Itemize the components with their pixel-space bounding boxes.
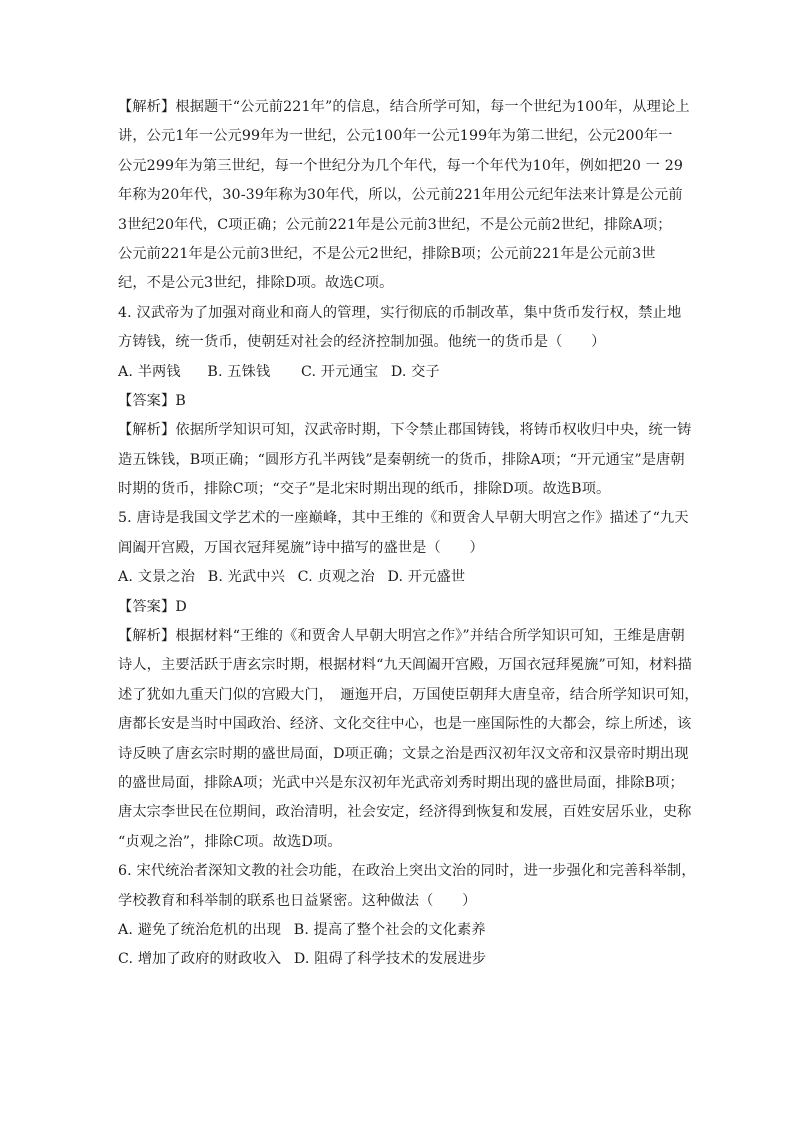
options-row — [118, 921, 688, 939]
question-stem-line: 阊阖开宫殿，万国衣冠拜冕旒”诗中描写的盛世是（ ） — [118, 539, 484, 556]
option-b: B. 光武中兴 — [207, 569, 285, 586]
options-row — [118, 568, 688, 586]
question-stem-line: 学校教育和科举制的联系也日益紧密。这种做法（ ） — [118, 892, 477, 909]
option-c: C. 贞观之治 — [297, 569, 375, 586]
option-b: B. 提高了整个社会的文化素养 — [293, 921, 486, 938]
option-d: D. 交子 — [390, 363, 440, 380]
document-page — [118, 98, 699, 980]
text-line: 讲，公元1年一公元99年为一世纪，公元100年一公元199年为第二世纪，公元200年一 — [118, 128, 673, 145]
question-4 — [118, 304, 688, 381]
question-stem-line: 6. 宋代统治者深知文教的社会功能，在政治上突出文治的同时，进一步强化和完善科举制， — [118, 863, 696, 880]
option-a: A. 半两钱 — [118, 363, 181, 380]
option-a: A. 文景之治 — [118, 569, 196, 586]
question-stem-line: 方铸钱，统一货币，使朝廷对社会的经济控制加强。他统一的货币是（ ） — [118, 334, 606, 351]
option-c: C. 增加了政府的财政收入 — [118, 951, 282, 968]
analysis-block — [118, 98, 688, 292]
option-c: C. 开元通宝 — [301, 363, 379, 380]
text-line: 【解析】根据材料“王维的《和贾舍人早朝大明宫之作》”并结合所学知识可知，王维是唐朝 — [118, 628, 685, 645]
question-stem-line: 4. 汉武帝为了加强对商业和商人的管理，实行彻底的币制改革，集中货币发行权，禁止地 — [118, 304, 682, 321]
text-line: 3世纪20年代，C项正确；公元前221年是公元前3世纪，不是公元前2世纪，排除A项； — [118, 216, 672, 233]
text-line: 年称为20年代，30-39年称为30年代，所以，公元前221年用公元纪年法来计算是公元前 — [118, 187, 683, 204]
text-line: 述了犹如九重天门似的宫殿大门， 逦迤开启，万国使臣朝拜大唐皇帝，结合所学知识可知， — [118, 686, 699, 703]
answer-line: 【答案】B — [118, 392, 186, 409]
text-line: 【解析】根据题干“公元前221年”的信息，结合所学可知，每一个世纪为100年，从理论上 — [118, 99, 690, 115]
text-line: 公元前221年是公元前3世纪，不是公元2世纪，排除B项；公元前221年是公元前3世 — [118, 245, 656, 262]
options-row — [118, 950, 688, 968]
question-5 — [118, 509, 688, 586]
answer-line: 【答案】D — [118, 598, 187, 615]
text-line: 的盛世局面，排除A项；光武中兴是东汉初年光武帝刘秀时期出现的盛世局面，排除B项； — [118, 774, 684, 791]
text-line: 诗反映了唐玄宗时期的盛世局面，D项正确；文景之治是西汉初年汉文帝和汉景帝时期出现 — [118, 745, 689, 762]
text-line: 纪，不是公元3世纪，排除D项。故选C项。 — [118, 275, 394, 292]
text-line: “贞观之治”，排除C项。故选D项。 — [118, 833, 342, 850]
option-d: D. 开元盛世 — [387, 569, 466, 586]
options-row — [118, 363, 688, 381]
text-line: 【解析】依据所学知识可知，汉武帝时期，下令禁止郡国铸钱，将铸币权收归中央，统一铸 — [118, 422, 692, 439]
text-line: 唐太宗李世民在位期间，政治清明，社会安定，经济得到恢复和发展，百姓安居乐业，史称 — [118, 804, 692, 821]
text-line: 时期的货币，排除C项；“交子”是北宋时期出现的纸币，排除D项。故选B项。 — [118, 481, 611, 498]
text-line: 公元299年为第三世纪，每一个世纪分为几个年代，每一个年代为10年，例如把20 一 29 — [118, 157, 684, 174]
text-line: 唐都长安是当时中国政治、经济、文化交往中心，也是一座国际性的大都会，综上所述，该 — [118, 716, 692, 733]
option-b: B. 五铢钱 — [207, 363, 271, 380]
question-6 — [118, 862, 696, 968]
analysis-block — [118, 421, 692, 498]
question-stem-line: 5. 唐诗是我国文学艺术的一座巅峰，其中王维的《和贾舍人早朝大明宫之作》描述了“九天 — [118, 510, 689, 527]
option-d: D. 阻碍了科学技术的发展进步 — [293, 951, 487, 968]
analysis-block — [118, 627, 699, 851]
text-line: 造五铢钱，B项正确；“圆形方孔半两钱”是秦朝统一的货币，排除A项；“开元通宝”是唐朝 — [118, 451, 685, 468]
option-a: A. 避免了统治危机的出现 — [118, 921, 282, 938]
text-line: 诗人，主要活跃于唐玄宗时期，根据材料“九天阊阖开宫殿，万国衣冠拜冕旒”可知，材料描 — [118, 657, 692, 674]
